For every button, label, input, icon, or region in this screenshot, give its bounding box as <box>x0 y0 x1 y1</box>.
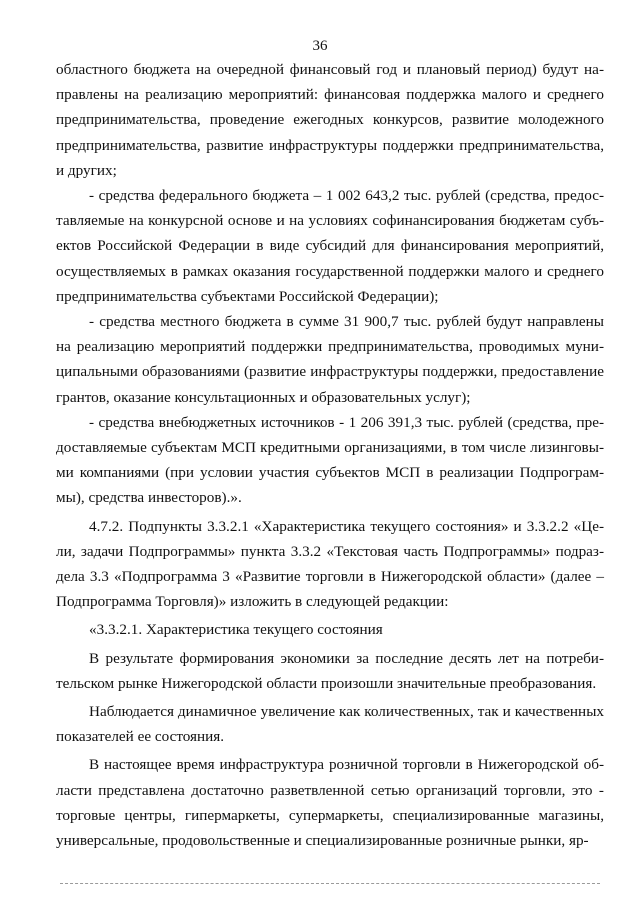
paragraph-budget-continuation: областного бюджета на очередной финансовый год и плановый период) будут направлены на реализацию мероприятий: финансовая поддержка малого и среднего предпринимательства, проведение ежегодных конкурсов, развитие молодежного предпринимательства, развитие инфраструктуры поддержки предпринимательства, и других; <box>56 61 604 179</box>
subsection-heading: «3.3.2.1. Характеристика текущего состояния <box>89 621 383 639</box>
paragraph-local-budget: - средства местного бюджета в сумме 31 900,7 тыс. рублей будут направлены на реализацию мероприятий поддержки предпринимательства, проводимых муниципальными образованиями (развитие инфраструктуры поддержки, предоставление грантов, оказание консультационных и образовательных услуг); <box>56 313 604 406</box>
paragraph-section-4-7-2: 4.7.2. Подпункты 3.3.2.1 «Характеристика текущего состояния» и 3.3.2.2 «Цели, задачи Подпрограммы» пункта 3.3.2 «Текстовая часть Подпрограммы» подраздела 3.3 «Подпрограмма 3 «Развитие торговли в Нижегородской области» (далее – Подпрограмма Торговля)» изложить в следующей редакции: <box>56 517 604 611</box>
scan-bottom-edge <box>60 883 600 884</box>
paragraph-dynamic-increase: Наблюдается динамичное увеличение как количественных, так и качественных показателей ее состояния. <box>56 703 604 746</box>
paragraph-economy-formation: В результате формирования экономики за последние десять лет на потребительском рынке Нижегородской области произошли значительные преобразования. <box>56 649 604 692</box>
paragraph-retail-infrastructure: В настоящее время инфраструктура розничной торговли в Нижегородской области представлена достаточно разветвленной сетью организаций торговли, это - торговые центры, гипермаркеты, супермаркеты, специализированные магазины, универсальные, продовольственные и специализированные розничные рынки, яр- <box>56 756 604 850</box>
document-body <box>56 57 604 853</box>
paragraph-extrabudgetary-sources: - средства внебюджетных источников - 1 206 391,3 тыс. рублей (средства, предоставляемые субъектам МСП кредитными организациями, в том числе лизинговыми компаниями (при условии участия субъектов МСП в реализации Подпрограммы), средства инвесторов).». <box>56 413 604 507</box>
paragraph-federal-budget: - средства федерального бюджета – 1 002 643,2 тыс. рублей (средства, предоставляемые на конкурсной основе и на условиях софинансирования бюджетам субъектов Российской Федерации в виде субсидий для финансирования мероприятий, осуществляемых в рамках оказания государственной поддержки малого и среднего предпринимательства субъектами Российской Федерации); <box>56 187 604 305</box>
page-number: 36 <box>312 38 328 54</box>
